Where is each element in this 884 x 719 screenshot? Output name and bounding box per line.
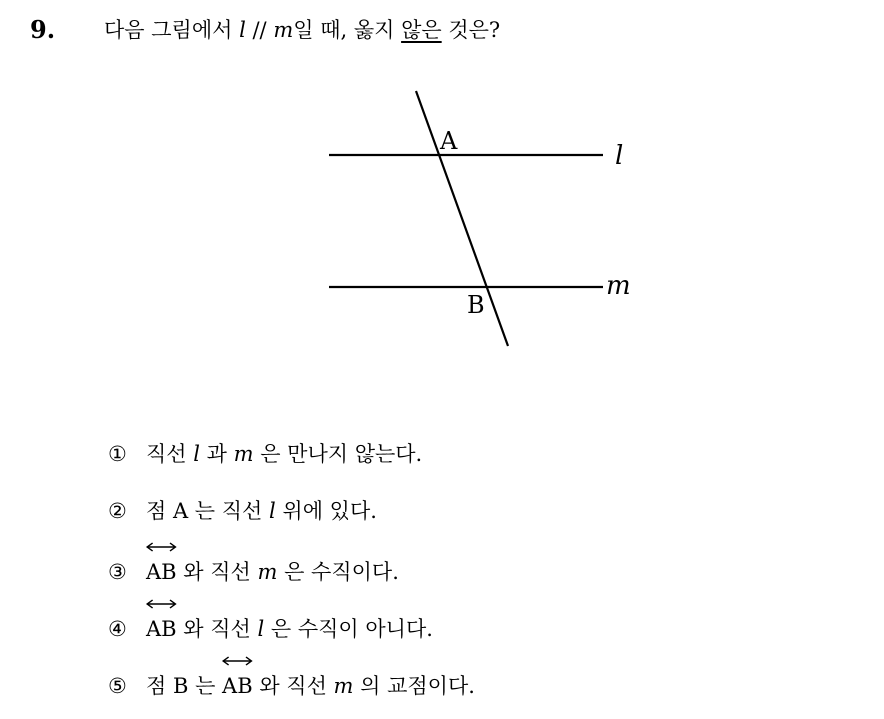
segment-ab-label: AB	[146, 560, 177, 584]
choice-text: 은 만나지 않는다.	[253, 442, 423, 466]
line-l-symbol: l	[269, 499, 276, 523]
point-b-label: B	[467, 291, 485, 319]
choice-text: 의 교점이다.	[353, 674, 475, 698]
choice-marker: ④	[108, 617, 127, 641]
choice-2[interactable]	[108, 491, 475, 548]
stem-text: 일 때, 옳지	[293, 18, 402, 42]
line-m-label: m	[606, 271, 631, 301]
line-l-symbol: l	[257, 617, 265, 641]
line-ab-notation	[222, 662, 253, 706]
line-m-symbol: m	[257, 560, 278, 584]
line-l-symbol: l	[193, 442, 200, 466]
segment-ab-label: AB	[222, 674, 253, 698]
choice-text: 와 직선	[176, 617, 258, 641]
choice-text: 은 수직이 아니다.	[264, 617, 433, 641]
line-l-label: l	[615, 141, 624, 171]
point-a-label: A	[440, 127, 458, 155]
transversal-line	[416, 91, 508, 346]
stem-underlined-word: 않은	[401, 18, 442, 42]
double-arrow-icon	[221, 656, 254, 666]
choice-4[interactable]	[108, 605, 475, 662]
line-m-symbol: m	[273, 18, 294, 42]
choice-3[interactable]	[108, 548, 475, 605]
choice-text: 와 직선	[252, 674, 334, 698]
choice-marker: ②	[108, 499, 127, 523]
line-m-symbol: m	[233, 442, 254, 466]
choice-text: 과	[199, 442, 234, 466]
double-arrow-icon	[145, 599, 178, 609]
choice-text: 점 B 는	[146, 674, 223, 698]
choice-5[interactable]	[108, 662, 475, 719]
choice-text: 직선	[146, 442, 194, 466]
double-arrow-icon	[145, 542, 178, 552]
choice-1[interactable]	[108, 434, 475, 491]
choice-marker: ③	[108, 560, 127, 584]
line-ab-notation	[146, 548, 177, 592]
stem-text: 것은?	[441, 18, 501, 42]
question-number: 9.	[30, 15, 56, 44]
choice-text: 은 수직이다.	[277, 560, 399, 584]
line-ab-notation	[146, 605, 177, 649]
choice-text: 위에 있다.	[275, 499, 377, 523]
choice-text: 점 A 는 직선	[146, 499, 270, 523]
stem-text: 다음 그림에서	[104, 18, 240, 42]
line-l-symbol: l	[239, 18, 246, 42]
choice-marker: ①	[108, 442, 127, 466]
choice-marker: ⑤	[108, 674, 127, 698]
answer-choices	[108, 434, 475, 719]
segment-ab-label: AB	[146, 617, 177, 641]
parallel-symbol: //	[245, 18, 274, 42]
line-m-symbol: m	[333, 674, 354, 698]
choice-text: 와 직선	[176, 560, 258, 584]
